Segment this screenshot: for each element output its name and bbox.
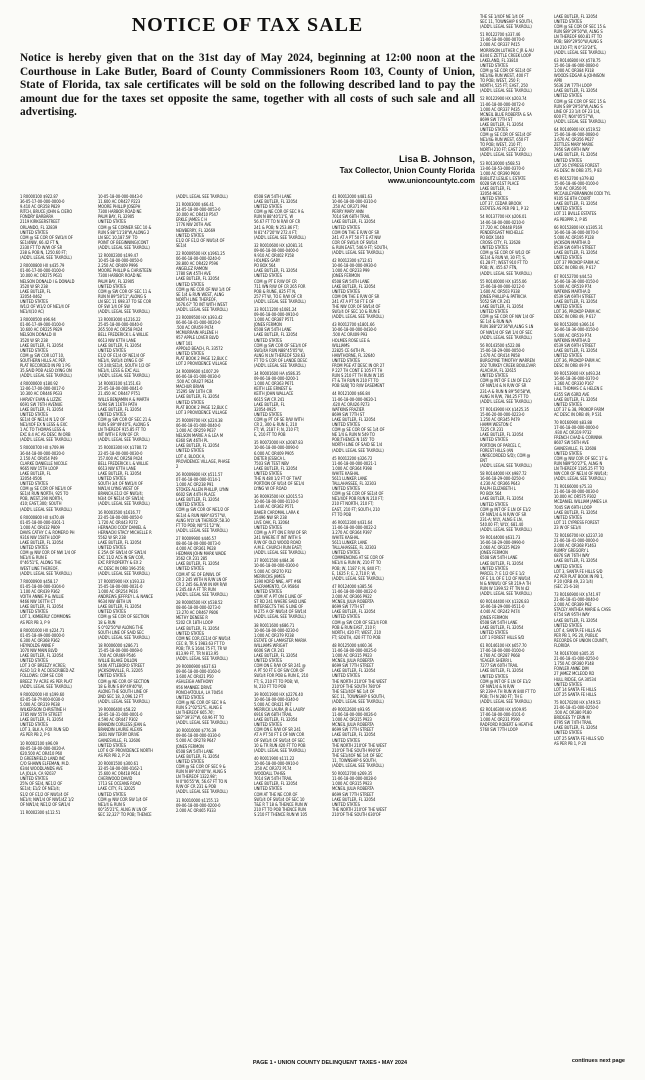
property-listing: 9 R0002000 HX $199.60 02-05-18-7Y-000-0030-0 5.000 AC OR319 P638 WILKERSON CHRISTINE H 3785 NW 55TH STREET LAKE BUTLER, FL 32054 UNITED STATES LOT 3, BLK A, FOX RUN S/D AS PER PB 2, P 6 (20, 691, 69, 738)
property-listing: 6508 SW 54TH LANE LAKE BUTLER, FL 32054 UNITED STATES COM @ NE COR OF SEC 9 & RUN N 88°40'11"E, W 56.67 FT TO N R/W OF CR 241 & POB; N 253.86 FT; N 81°47'20"W 272.4 FT; (ADD'L LEGAL SEE TAXROLL) (254, 194, 306, 240)
signature-website: www.unioncountytc.com (387, 176, 475, 185)
property-listing: 2 R0000800 HX $435.79 01-06-17-00-000-0100-0 10.000 AC OR275 P631 NELSON DONALD I & DONALD 3520 W SR 238 LAKE BUTLER, FL 32054-0462 UNITED STATES W1/2 OF W1/2 OF NE1/4 OF NE1/4(10 AC) (20, 263, 75, 315)
property-listing: 57 R0143900 HX $1425.35 15-06-20-00-000-0223-0 1.250 AC OR345 P479 HAMM WESTON C 7225 CR 231 LAKE BUTLER, FL 32054 UNITED STATES PORTION OF PARCEL C, FOREST HILLS (AN UNRECORDED S/D); COM @ ENT (ADD'L LEGAL SEE TAXROLL) (480, 406, 532, 468)
listing-column (480, 14, 550, 1050)
property-listing: 15 R0003300 HX $1780.72 22-05-18-00-000-0030-0 157.000 AC OR258 P424 BELL FREDERICK L & WILLIE 6613 NW 67TH LANE LAKE BUTLER, FL 32054 UNITED STATES SOUTH 3/4 OF NW1/4 OF NW1/4 LYING WEST OF BRANCH,E1/2 OF NW1/4; N3/4 OF NE1/4 OF SW1/4; (ADD'L LEGAL SEE TAXROLL) (98, 445, 150, 507)
listing-column (332, 194, 404, 1050)
property-listing: 59 R0144000 $631.73 16-06-18-29-000-0990-0 2.060 AC OR325 P629 JONES FERMON 6508 SW 54TH LANE LAKE BUTLER, FL 32054 UNITED STATES PARCEL 7: E 1/2 OF E 1/2 OF E 1/L OF E 1/2 OF NW1/4 N & N'NW1/ OF SR 219-A TH RUN W 1399.52 FT TN N 42 (ADD'L LEGAL SEE TAXROLL) (480, 535, 532, 597)
property-listing: 41 R0012000 $481.63 10-06-18-00-000-0310-0 .250 AC OR371 P94 PERRY MARY ANN 7014 SW 68TH TRAIL LAKE BUTLER, FL 32054 UNITED STATES COM ON THE E R/W OF SR 241 AT A PT 50 FT E AT NW COR OF SW1/4 OF SW1/4 & RUN EAST, 546.9 FT; SOUTH, (ADD'L LEGAL SEE TAXROLL) (332, 194, 389, 256)
property-listing: 60 R0144400 HX $1326.83 16-06-18-29-000-0511-0 4.040 AC OR242 P474 JONES FERMON 6508 SW 54TH LANE LAKE BUTLER, FL 32054 UNITED STATES LOT 1 FOREST HILLS S/D (480, 599, 529, 640)
property-listing: 10 R0002100 $96.09 08-05-18-00-000-0020-A 620.500 AC OR410 P60 D GREENFIELD LAND INC C/O SHAWN ELFEMAN, M.D. 6344 WOODLANDS AVE LA JOLLA, CA 92037 UNITED STATES 25% OF SE/4, NE1/2 OF SE1/4; E1/2 OF NE1/4; S1/2 OF E1/2 OF NW1/4 OF NE1/4; NW1/4 OF NW1/4Z 1/2 OF NW1/4; NE1/2 OF SW1/4 (20, 740, 74, 807)
property-listing: 26 R0009800 HX $511.57 07-06-18-00-000-0114-1 1.000 AC OR238 P91 STOKES ALLEN PHILLIP, LYNN 6602 SW 44TH PLACE LAKE BUTLER, FL 32054 UNITED STATES COM @ SW COR OF NE1/2 OF SE1/4 & RUN N89°43'57"W, ALNG N'LY LN THEREOF,58.30 FT TO POB; N0°51'12"W, (ADD'L LEGAL SEE TAXROLL) (176, 471, 230, 533)
listing-column (254, 194, 326, 1050)
property-listing: 11 R0002300 $112.51 (20, 809, 61, 815)
property-listing: 53 R0130000 $568.53 13-06-18-53-000-0370-0 1.000 AC OR390 P604 BUBLITZ LESLIE L ESTATE 6028 SW 61ST PLACE LAKE BUTLER, FL 32054-9631 UNITED STATES LOT 37, CEDAR BROOK ESTATES AS PER PB 1, P 32 (480, 160, 529, 212)
property-listing: 63 R0146800 HX $578.75 15-06-18-46-000-0080-0 1.000 AC OR384 P318 WOODS EDGAR & JOHNSON APRI 5636 2W 77TH LOOP LAKE BUTLER, FL 32054 UNITED STATES COM @ SE COR OF SEC 15 & RUN S 89°29'50"W,ALNG S LINE OF 23 1/4 OF 23 1/4, 600 FT; N04°05'57"W, (ADD'L LEGAL SEE TAXROLL) (554, 57, 606, 124)
property-listing: 7 R0000900 $458.17 01-05-18-00-000-0304-0 1.100 AC OR439 P362 VOITH ANNIE P & WILLIE 9466 NW 167TH CT LAKE BUTLER, FL 32054 UNITED STATES LOT 1, KIMBERLY COMMONS AS PER PB 3, P 9 (20, 578, 71, 625)
property-listing: 14 R0003100 $1151.63 25-05-18-00-000-0041-0 21.450 AC OR447 P751 WILLS BENJAMIN A & MARTH 5094 SW 116TH PATH LAKE BUTLER, FL 32054 UNITED STATES COM @ SW COR OF SEC 21 & RUN S 89°49'40"E, ALONG S LN THEREOF 915.85 FT TO INT WITH E R/W OF CR (ADD'L LEGAL SEE TAXROLL) (98, 381, 152, 443)
property-listing: LAKE BUTLER, FL 32054 UNITED STATES COM @ SE COR OF SEC 15 & RUN S89°29'50"W, ALNG S LN THEREOF 660.81 FT TO POB; S89°29'50"W,ALNG S LN 210 FT; N 0°33'24"E, (ADD'L LEGAL SEE TAXROLL) (554, 14, 606, 55)
property-listing: 35 R0072000 HX $2087.83 10-06-18-00-000-0090-0 6.000 AC OR409 P905 DIETER JESSICA L 7503 SW TEST NBV LAKE BUTLER, FL 32054 UNITED STATES THE N 480 1/2 FT OF THAT PORTION OF W1/4 OF SE1/4 LYING W OF ROAD (254, 440, 305, 492)
property-listing: 17 R0005900 HX $193.33 15-05-18-00-000-0031-0 1.000 AC OR254 P616 ANDREWS JEFFREY L & NANCE 9634 NW 48TH LN LAKE BUTLER, FL 32054 UNITED STATES COM @ SE COR OF SECTION 18 & RUN S 0°02'50"W ALONG THE SOUTH LINE OF SAID SEC (ADD'L LEGAL SEE TAXROLL) (98, 578, 154, 640)
property-listing: 31 R0010000 $1155.13 09-06-18-00-000-0200-0 2.000 AC OR465 P333 (176, 797, 221, 813)
property-listing: 27 R0009900 $446.57 08-06-18-00-000-0073-0 4.000 AC OR361 P628 HEDMAN JOHN MARK WADE 3562 CR 231 285 LAKE BUTLER, FL 32054 UNITED STATES COM AT SE OF E/NWL OF CR 2 245 WITH N R/W LN OF CR 2 245 6&.R/W IN KM R/W E 245.48 A FT TR RUN (ADD'L LEGAL SEE TAXROLL) (176, 535, 228, 597)
property-listing: 52 R0122900 HX $203.74 11-06-18-00-000-0072-0 1.000 AC OR337 P435 MCNEIL BLUE ROBERTA & SA 8699 SW 77TH ST LAKE BUTLER, FL 32054 UNITED STATES COM @ SE COR OF SE1/4 OF NE1/4& RUN WEST, 650 FT TO POB; WEST, 210 FT; NORTH 210 FT; EAST 210 (ADD'L LEGAL SEE TAXROLL) (480, 96, 532, 158)
property-listing: 28 R0006500 HX $538.52 08-06-18-00-000-0273-0 13.270 AC OR467 P806 METHY DENESE R 5202 CR 18TH LOOP LAKE BUTLER, FL 32054 UNITED STATES COM NE COR,CE1/4 OF NW1/4 CEC 8, TR S 1983.63 FT TO POB; TR S 1644.75 FT, TR W 813.99 FT, TR N 813.95 (ADD'L LEGAL SEE TAXROLL) (176, 600, 231, 662)
listing-column (98, 194, 170, 1050)
property-listing: 25 R0009700 HX $224.38 06-06-18-01-000-0040-0 1.000 AC OR259 P637 NELSON MARIE A & LEA M 6360 SW 46TH PL LAKE BUTLER, FL 32054 UNITED STATES LOT 4, BLOCK A, PROVIDENCE VILLAGE, PHASE 2 (176, 417, 230, 469)
page-footer: PAGE 1 • UNION COUNTY DELINQUENT TAXES • MAY 2024 (252, 1060, 408, 1066)
property-listing: 65 R0152700 $379.82 15-06-18-46-000-0100-0 .500 AC OR350 P1 MCCAULEY-BRANNON CODI TYL 9105 SE 8TH COURT LAKE BUTLER, FL 32054 UNITED STATES LOT 11 BVILLE ESTATES AS PB3PPR 2, P 85 (554, 175, 611, 222)
property-listing: 50 R0012700 $269.35 11-06-18-00-000-0028-0 1.000 AC OR315 P923 MCNEIL JULIA ROBERTA 8699 SW 77TH STREET LAKE BUTLER, FL 32054 UNITED STATES THE NORTH 210'OF THE WEST 210'OF THE SOUTH 630'OF (332, 771, 387, 817)
property-listing: 40 R0011900 $111.22 10-06-18-00-000-0910-0 .250 AC OR372 P174 WOODALL TAHSS 7014 SW 54TH TRAIL LAKE BUTLER, FL 32054 UNITED STATES COM AT THE NE COR OF SW1/4 OF SW1/4 OF SEC 10 T&E R T 18 & THENCE RUN W 210 FT TO POB THENCE RUN S 210 FT THENCE RUN W 105 (254, 755, 308, 817)
signature-office: Tax Collector, Union County Florida (339, 166, 475, 175)
property-listing: 12 R0002300 $199.47 10-05-18-00-000-0050-0 2.250 AC OR409 P996 MOORE PHILLIP & CHRISTEEN 7300 HARBOR ROAD NE PALM BAY, FL 32905 UNITED STATES COM @ SW COR OF SEC 11 & RUN N 89°58'11",ALONG S LN SEC 11 698.37 TO SE COR OF SW 1/4 OF SW (ADD'L LEGAL SEE TAXROLL) (98, 253, 152, 315)
property-listing: 74 R0167000 $305.35 21-06-18-41-000-0250-0 1.750 AC OR380 P148 FOWLER ANNE DIM 27 JAMEZ MCLEOD RD HULL RIDGE, GA 30534 UNITED STATES LOT 14 SANTA FE HILLS LOT 25 SANTA FE HILLS (554, 651, 599, 697)
listing-columns (20, 194, 475, 1050)
property-listing: 6 R0000800 HX $470.49 01-05-18-00-000-0301-1 1.000 AC OR432 P809 DAVIS CATHY C & ROMERO PH 9316 NW 158TH LOOP LAKE BUTLER, FL 32054 UNITED STATES COM @ NW COR OF NW 1/4 OF NE1/4 & RUN E 0°46'51"E, ALONG THE WEST LINE THEREOF, (ADD'L LEGAL SEE TAXROLL) (20, 514, 77, 576)
property-listing: 68 R0152800 $366.16 16-06-18-36-000-0150-0 5.000 AC OR519 P74 WATKINS MARTHA D 6539 SW 69TH STREET LAKE BUTLER, FL 32054 UNITED STATES LOT 36, PROKOP FARM AC DESC IN ORB 49 P 6 (554, 322, 601, 369)
listing-columns-right (480, 14, 625, 1050)
property-listing: 64 R0146900 HX $519.52 15-06-18-46-000-0080-0 3.670 AC OR356 P627 ZETTLES MARY MARIE 7956 SW 69TH WAY LAKE BUTLER, FL 32054 UNITED STATES LOT 26 CYPRESS FOREST AS DESC IN ORB 375, P 83 (554, 126, 602, 173)
property-listing: 55 R0140000 HX $355.06 15-06-18-00-000-0212-0 1.600 AC OR503 P338 JONES PHILLIP & PATRICIA 5052 SW CR 241 LAKE BUTLER, FL 32054 UNITED STATES COM @ SE COR OF NW 1/4 OF SE 1/4 & RUN N/A RUN 388°22'36"W,ALNG S LN OF NW1/4 OF SW 1/4 OF SEC (ADD'L LEGAL SEE TAXROLL) (480, 278, 535, 340)
property-listing: 56 R0143500 $522.08 15-06-18-29-000-0050-0 1.670 AC OR414 P858 BURGOYNE TIMOTHY WARREN 202 TURKEY CREEK BOULEVAR ALACHUA, FL 32615 UNITED STATES COM @ INT OF E LN OF E1/2 OF NW1/4 & N R/W OF SR 231-A & RUN N 89°56'58"W, ALNG N R/W, 784.25 FT TO (ADD'L LEGAL SEE TAXROLL) (480, 342, 536, 404)
property-listing: 3 R0000500 $96.94 01-06-17-49-000-0100-0 10.600 AC OR225 P829 NELSON DONALD III 3520 W SR 238 LAKE BUTLER, FL 32054 UNITED STATES COM @ SW COR LOT 10, SOUTHERN HILLS AC PER PLAT RECORDED IN PB 1 PG 35,SAID POB ALSO LYING ON (ADD'L LEGAL SEE TAXROLL) (20, 317, 72, 379)
notice-title: NOTICE OF TAX SALE (131, 14, 364, 36)
property-listing: 10-05-18-00-000-0043-0 11.600 AC OR427 P223 MOORE PHILLIP JOSEPH 7300 HARBOR ROAD NE PALM BAY, FL 32905 UNITED STATES COM @ SE CORNER SEC 10 & RUN S 88°11'28"W,ALONG 2 LN SEC 10,187.59' TO POINT OF BEGINNING(CONT (ADD'L LEGAL SEE TAXROLL) (98, 194, 152, 250)
property-listing: 22 R0009500 HX $1961.25 06-06-18-00-000-0240-0 28.800 AC OR422 P596 ANGELEZ RAMON 1780 SW 45TH AVE LAKE BUTLER, FL 32054 UNITED STATES COM @ NE COR OF NW 1/4 OF SE 1/4 & RUN WEST, ALNG NORTH LINE THEREOF, 1676.67' TO INT WITH WEST (ADD'L LEGAL SEE TAXROLL) (176, 250, 231, 312)
property-listing: 43 R0012700 $1801.66 10-06-18-00-000-0430-0 .500 AC OR409 P93 HOLMES ROSE LEE & WILLIAMS 22825 CE 64TH PL HAWTHORNE, FL 32640 UNITED STATES FROM PGE AT DESC IN OR 27 P 227 TH CONT E 105 FT TH RUN S 210 FT TH RUN W 105 FT & TH RUN N 210 FT TO POB SUBJ TO R/W EASEMENT (332, 322, 385, 389)
property-listing: 20 R0001500 $300.61 32-05-18-00-000-0162-1 15.600 AC OR418 P614 CHERWOOD DAVID 1713 SE OCEANS ROAD LAKE CITY, FL 32025 UNITED STATES COM @ NW COR SW 1/4 OF NE1/4 & RUN S 00°35'21"E, ALNG W LN OF SEC 32,327' TO POB; THENCE (98, 760, 152, 817)
property-listing: THE SE 1/4OF NE 1/4 OF SEC 11, TOWNSHIP 6 SOUTH, (ADD'L LEGAL SEE TAXROLL) (480, 14, 533, 30)
signature-name: Lisa B. Johnson, (398, 154, 475, 165)
notice-intro: Notice is hereby given that on the 31st day of May 2024, beginning at 12:00 noon at the Courthouse in Lake Butler, Board of County Commissioners Room 103, County of Union, State of Florida, tax sale certificates will be sold on the following described land to pay the amount due for the taxes set opposite the same, together with all costs of such sale and all advertising. (20, 52, 475, 119)
property-listing: 71 R0166000 $75.33 21-06-18-00-000-0030-0 10.000 AC OR575 P302 MCDANIEL WILLIAM JAMES LA 7045 SW 69TH LOOP LAKE BUTLER, FL 32054 UNITED STATES LOT 11 CYPRESS FOREST 23 W OF SE1/4 (554, 484, 608, 530)
property-listing: 46 R0012300 $431.64 11-06-18-00-000-0022-2 3.270 AC OR364 P397 WHITE KASHAL 5611 LUNKER LANE TALLAHASSEE, FL 32303 UNITED STATES COMMENCING AT SE COR OF NE1/4 & RUN W, 210 FT TO POB; W, 1187 F; N, 840 FT; E, 1625 F; E, 2,710 F; W, (ADD'L LEGAL SEE TAXROLL) (332, 519, 384, 581)
property-listing: 1 R0000100 $922.87 36-05-17-00-000-0000-0 9.410 AC OR358 P829 RITCH, BRUCE JOHN & CIERO FONDRY BARBARA 2119 KIRKGERSTREET ORLANDO, FL 32839 UNITED STATES COM @ SE COR OF SW1/4 OF SE1/4NW, 66.42 FT N, 2330 FT TO W/W OF SR 238 & POB N, 1250.60 FT; (ADD'L LEGAL SEE TAXROLL) (20, 194, 73, 261)
property-listing: 72 R0166700 HX $2237.30 21-06-18-41-000-0000-0 2.000 AC OR368 P1463 RUMRY GREGORY L 6876 SW 76TH WAY LAKE BUTLER, FL 32054 UNITED STATES LOT 3, SANTA FE HILLS S/D AZ PER PLAT BOOK IN PB 1, P 20 (ORB 49, 23 1/4) (SEC 21-6-18) (554, 533, 604, 589)
property-listing: 32 R0010600 HX $2081.31 09-06-18-00-000-0400-0 9.910 AC OR402 P158 HOLMES GARY PO BOX 564 LAKE BUTLER, FL 32054 UNITED STATES COM @ PT E R/W OF CR 711 WN R/W OF CR 265 FOR POB & RUNE, 825 FT N, 257 FT W, TO E R/W OF CR (ADD'L LEGAL SEE TAXROLL) (254, 242, 306, 304)
property-listing: 30 R0010000 $776.39 09-06-18-00-000-0330-0 5.000 AC OR278 P647 JONES FERMON 6508 SW 54TH LANE LAKE BUTLER, FL 32054 UNITED STATES COM @ SE COR OF SEC 9 & RUN N 89°40'40"W, ALNG S LN THEREOF 1322.98'; N 0°06'55"W, 56.67 FT TO N R/W OF CR 231 & POB (ADD'L LEGAL SEE TAXROLL) (176, 728, 228, 795)
property-listing: 66 R0152800 HX $1305.31 16-06-18-36-000-0070-0 5.000 AC OR195 P128 JACKSON MARTHA D 6539 SW 69TH STREET LAKE BUTLER, FL 32054 UNITED STATES LOT 37 PROKOP FARM AC DESC IN ORB 49, P 617 (554, 224, 603, 271)
property-listing: 24 R0009600 $1007.29 06-06-18-01-000-0030-0 .500 AC OR427 P624 MACHUR BRIAN 15295 SW 10TH CIR LAKE BUTLER, FL 32054 UNITED STATES PLAT BOOK 2 PAGE 12,BLK C LOT 3 PROVIDENCE VILLAGE (176, 369, 228, 415)
property-listing: 58 R0144000 HX $987.72 16-06-18-29-000-0250-0 4.230 AC OR366 P643 RALPH ELIZABETH L PO BOX 564 LAKE BUTLER, FL 32054 UNITED STATES COM @ INT OF E LN OF E1/2 OF NW1/4 & N R/W OF SR 231-A; N'LY, ALNG E LN, 540.00 FT; W'LY, 681.40 (ADD'L LEGAL SEE TAXROLL) (480, 470, 532, 532)
property-listing: 75 R0170200 HX $749.53 21-06-18-41-000-0250-0 .500 AC OR380 P180 BRIDGES TY ERIN M 6795 SW 74TH TRAIL LAKE BUTLER, FL 32054 UNITED STATES LOT 25 SANTA FE HILLS S/D AS PER PB 1, P 20 (554, 699, 604, 746)
property-listing: 19 R0006400 $58.22 18-05-18-31-000-0001-0 4.590 AC OR447 P302 BRANDIN CORLESS JEAN & BRANDIN LAURIE ALEXIS 1801 NW TERRY DRIVE GAINESVILLE, FL 32606 UNITED STATES LOT 6 OF PROVIDENCE NORTH AS PER PB 2, P 24 (98, 707, 153, 758)
property-listing: 23 R0009500 HX $393.42 06-06-18-01-000-0020-0 .500 AC OR459 P474 MCMURRAIN ARLENE H 957 APPLE LOVER BLVD UNIT 101 APPOLO BEACH, FL 33572 UNITED STATES PLAT BOOK 2 PAGE 12,BLK C LOT 2 PROVIDENCE VILLAGE (176, 315, 228, 366)
listing-column (176, 194, 248, 1050)
property-listing: 42 R0012300 $712.61 10-06-18-00-000-0930-0 1.000 AC OR233 P99 JONES FERMON 6508 SW 54TH LANE LAKE BUTLER, FL 32054 UNITED STATES COM ON THE E R/W OF SR 241 AT A PT 50 FT E OF THE NW COR OF SW1/4 OF SW1/4 OF SEC 10 & RUN E (ADD'L LEGAL SEE TAXROLL) (332, 258, 384, 320)
property-listing: 38 R0011600 $686.71 10-06-18-00-000-0230-0 1.000 AC OR379 P238 ESTATE OF LAMASTER MARIA WILLIAMS WRIGHT 6606 SW CR 241 LAKE BUTLER, FL 32054 UNITED STATES COM ON E R/W OF SR 241 @ A PT 50 FT E OF SW COR OF SW1/4 FOR POB & RUN E, 210 FT; S, 210 FT TO POB; W, N, 210 FT TO POB (254, 622, 309, 689)
property-listing: 49 R0012600 $93.95 11-06-18-00-000-0026-0 1.000 AC OR315 P923 MCNEIL JULIA ROBERTA 8699 SW 77TH STREET LAKE BUTLER, FL 32054 UNITED STATES THE NORTH 210'OF THE WEST 210'OF THE SOUTH 990'OF THE SE1/4OF NE 1/4 OF SEC 11, TOWNSHIP 6 SOUTH, (ADD'L LEGAL SEE TAXROLL) (332, 707, 387, 769)
property-listing: 44 R0121000 $66.84 11-06-18-00-000-0620-1 .620 AC OR426 P273 WATKINS FRAZIER 8699 SW 77TH ST LAKE BUTLER, FL 32054 UNITED STATES COM @ SE COR OF SE 1/4 OF NE 1/4 & RUN N 549 TO POB;THENCE N 165' TO NORTH LINE OF SAID SE 1/4 (ADD'L LEGAL SEE TAXROLL) (332, 391, 385, 453)
property-listing: 39 R0011900 HX $2276.40 10-06-18-00-000-0340-0 5.000 AC OR421 P67 MERRICK LAURA JR & LAURY 6916 SW 68TH TRAIL LAKE BUTLER, FL 32054 UNITED STATES COM ON E R/W OF SR 241 AT A PT 50 FT E OF NW COR OF SW1/4 OF SW1/4 OF SEC 10 & TR RUN 420 FT TO POB (ADD'L LEGAL SEE TAXROLL) (254, 691, 306, 753)
property-listing: 5 R0000700 HX $709.99 36-04-18-00-000-0020-0 2.150 AC OR454 P49 CLARKE DANIELLE NICOLE 9665 NW 15TH LOOP LAKE BUTLER, FL 32054-0506 UNITED STATES COM @ SE COR OF NE1/4 OF SE1/4 RUN NORTH, 925 TO POB, WEST,290 NORTH, 410; EAST,300; SOUTH (ADD'L LEGAL SEE TAXROLL) (20, 445, 72, 512)
continues-note: continues next page (571, 1058, 625, 1064)
signature-block (270, 154, 475, 185)
property-listing: 4 R0000600 $180.92 12-06-17-00-000-0017-0 10.300 AC OR446 P633 HARVEY EVAN & LIZZIE 6691 SW 76TH AVENUE LAKE BUTLER, FL 32054 UNITED STATES SE1/4 OF NE1/4 N 1/2 OF NE1/4OF EX N LESS & EXC 1 AC TO THOMAS LESS & EXC 8.4 AC AS DESC IN ORB (ADD'L LEGAL SEE TAXROLL) (20, 381, 72, 443)
property-listing: 73 R0166900 HX $741.97 21-06-18-41-000-0040-0 2.000 AC OR389 P62 STACEY ANTHEA MARIE & CASS 6754 SW 95TH WAY LAKE BUTLER, FL 32054 UNITED STATES LOT 4, SANTA FE HILLS AS PER PB 1, PG 20, PUBLIC RECORDS OF UNION COUNTY, FLORIDA (554, 592, 611, 648)
property-listing: 37 R0011500 $484.36 10-06-18-00-000-0300-0 5.000 AC OR270 P32 MERRICKS JAMES 1390 KORD NNE, APT #66 SACRAMENTO, CA 95864 UNITED STATES COM AT A PT ON E LINE OF ST RD 241 WHERE SAID LINE INTERSECTS THE S LINE OF N 275 A OF NW1/4 OF SW1/4 (ADD'L LEGAL SEE TAXROLL) (254, 558, 307, 620)
property-listing: 29 R0006900 $637.63 09-06-18-00-000-0160-0 3.600 AC OR421 P50 ASHLEIGH ANTHONY 956 MANNEE DRIVE PONCHATOULA, LA 70454 UNITED STATES COM @ NE COR OF SEC 9 & RUN S 2°02'52"E, ALNG E LN THEREOF 665.76'; S87°39'37"W, 60.96 FT TO (ADD'L LEGAL SEE TAXROLL) (176, 664, 228, 726)
property-listing: 18 R0006000 $286.71 15-05-18-00-000-0069-0 .700 AC OR469 P546 WILLIE BLAKE DILLON 5406 ATTLEBORO STREET JACKSONVILLE, FL 32205 UNITED STATES COM @ NE COR OF SECTION 18 & RUN S 89°49'40"W, ALONG THE SOUTH LINE OF 2ND SEC 18, 2,096.12 FT (ADD'L LEGAL SEE TAXROLL) (98, 642, 150, 704)
property-listing: 8 R0001000 HX $224.71 01-05-18-49-000-0000-0 6.300 AC OR368 P362 HEYNOLDS ANNE F 1070 NW MAIN BLVD LAKE BUTLER, FL 32054 UNITED STATES LOT 3 OF BREEZY ACRES; ALSO 1/2 R AC DESCRIBED AZ FOLLOWS: COM SE COR BREEZ 7V ACRE AS PER PLAT (ADD'L LEGAL SEE TAXROLL) (20, 627, 75, 689)
property-listing: 33 R0111200 $1081.24 09-06-18-00-000-0910-0 1.000 AC OR387 P571 JONES FERMON 6508 SW 54TH LANE LAKE BUTLER, FL 32054 UNITED STATES COM @ SW COR OF SE1/4 OF SW1/4A RUN N88°45'05"W, ALNG N LN THEREOF 528.63 FT TO S COR OF LANDE DESC (ADD'L LEGAL SEE TAXROLL) (254, 306, 308, 368)
tax-sale-notice-page (20, 14, 625, 1072)
property-listing: 62 R0146300 HX $509.95 17-06-18-00-000-0101-0 1.000 AC OR231 P590 RADFORD ROBERT & HEATHE 5760 SW 77TH LOOP (480, 707, 533, 733)
property-listing: 61 R0146100 HX $657.70 17-06-18-00-000-0100-0 4.760 AC OR287 P668 YEAGER SHERRI L 7277 SW 60TH TRAIL LAKE BUTLER, FL 32054 UNITED STATES COM @ INT OF E LN OF E1/2 OF NW1/4 & N R/W SR 239-A TH RUN W 840 FT TO POB; TH N 280 FT; TH E (ADD'L LEGAL SEE TAXROLL) (480, 642, 536, 704)
property-listing: (ADD'L LEGAL SEE TAXROLL) (176, 194, 228, 199)
property-listing: 34 R0001600 HA $586.35 09-06-18-00-000-0200-1 1.000 AC OR363 P671 KEITH LEE ERNEST & KEITH JOHN WALLACE 6615 SW CR 241 LAKE BUTLER, FL 32054-0925 UNITED STATES COM @ PT OF SE R/W WITH CR 2, 300 & RUN E, 210 FT; W, 2187 F; N, 210 FT; E, 210 FT TO POB (254, 371, 304, 438)
listing-column (20, 194, 92, 1050)
property-listing: 69 R0153900 HX $493.24 16-06-18-36-000-0370-0 1.360 AC OR330 P167 HILL THOMAS C & HELEN E 6355 SW 63RD AVE LAKE BUTLER, FL 32054 UNITED STATES LOT 37 & 38, PROKOP FARM AC DESC IN ORB 49, P 531 (554, 371, 605, 417)
property-listing: 54 R0137700 HX $206.01 14-06-18-00-000-0210-0 17.720 AC OR448 P169 PENDERGAST MICHELLE PO BOX 1040 CROSS CITY, FL 32628 UNITED STATES COM @ SE COR OF W1/2 OF SE1/4 & RUN W, 30 FT; S, 61.28 FT; WEST 910 FT TO POB; W, 455.67 FTN, (ADD'L LEGAL SEE TAXROLL) (480, 214, 532, 276)
property-listing: 70 R0160900 $83.88 17-06-18-00-000-0000-0 .930 AC OR319 P732 FRENCH CHAD & CORINNA 8607 SW 56TH AVE GAINESVILLE, FL 32608 UNITED STATES COM @ NW COR OF SEC 17 & RUN N89°50'27"E, ALNG N LN THEREOF 1185.25 FT TO NW COR OF NE1/4 OF NW1/4; (ADD'L LEGAL SEE TAXROLL) (554, 420, 608, 482)
property-listing: 21 R0003000 $66.41 34-05-18-00-000-0053-0 10.000 AC OR410 P547 ERKLE JAMES C H 1776 NW 20TH AVE NEWBERRY, FL 32669 UNITED STATES E1/2 OF E1/2 OF NW1/4 OF SE1/4 (176, 202, 225, 248)
property-listing: 67 R0152700 $44.53 16-06-18-36-000-0150-0 5.000 AC OR519 P74 WATKINS MARTHA D 6539 SW 69TH STREET LAKE BUTLER, FL 32054 UNITED STATES LOT 36, PROKOP FARM AC DESC IN ORB 49, P 617 (554, 273, 601, 320)
property-listing: 16 R0003500 $1616.77 22-05-18-00-000-0050-0 1.720 AC OR443 P272 HERNACKI CODY DANIEL & HERNACKI STACY MICHELLE R 5562 W SR 238 LAKE BUTLER, FL 32054 UNITED STATES E 25A OF SW1/4 OF SW1/4 EXC 11/2 ACS IN SW COR, EXC RR'ROPERTY & EX 2 AC DESC IN ORB 196-256; (ADD'L LEGAL SEE TAXROLL) (98, 509, 152, 576)
property-listing: 13 R0003000 $1216.22 25-05-18-00-000-0040-0 265.500 AC OR258 P424 BELL FREDERICK L & WILLIE 6613 NW 67TH LANE LAKE BUTLER, FL 32054 UNITED STATES E1/2 OF E1/4 OF NE1/4 OF NE1/4, SW1/4 LYING E OF CR 240;SE1/4, SOUTH 1/2 OF NE1/4, LESS & EXC ALL (ADD'L LEGAL SEE TAXROLL) (98, 317, 151, 379)
property-listing: 36 R0093500 HX $2015.53 10-06-18-00-000-0110-0 1.440 AC OR362 P571 BAKER CAROMAL LARA K 15496 NW SR 238 LIVE OAK, FL 32064 UNITED STATES COM @ A PT ON E R/W OF SR 241 WHERE IT INT WITH S R/W OF OLD WOOD ROAD A.M.E. CHURCH RUN EAST; (ADD'L LEGAL SEE TAXROLL) (254, 494, 307, 556)
property-listing: 48 R0125000 $460.36 11-06-18-00-000-0025-0 1.000 AC OR315 P923 MCNEIL JULIA ROBERTA 8699 SW 77TH STREET LAKE BUTLER, FL 32054 UNITED STATES THE NORTH 210'OF THE WEST 210'OF THE SOUTH 780'OF THE SE1/4OF NE 1/4 OF SEC 11, TOWNSHIP 6 SOUTH, (ADD'L LEGAL SEE TAXROLL) (332, 642, 387, 704)
property-listing: 51 R0122700 $337.46 11-06-18-00-000-0070-0 2.000 AC OR337 P415 MORRISON LUTHER C JR & AU 8344 E ZETTLE CREEK LOOP LAKELAND, FL 33810 UNITED STATES COM @ SE COR OF SE1/4 OF NE1/4& RUN WEST, 400 FT TO POB; WEST, 250 F; NORTH, 525 FT; EAST, 250 (ADD'L LEGAL SEE TAXROLL) (480, 32, 534, 94)
property-listing: 45 R0012200 $326.72 11-06-18-00-000-0021-1 1.000 AC OR364 P398 WHITE KASHAL 5611 LUNKER LANE TALLAHASSEE, FL 32303 UNITED STATES COM @ SE COR OF SE1/4 OF NE1/4OF POB RUN N 210 FT; 210 FT NORTH, 210 FT; EAST, 210 FT; SOUTH, 210 FT TO POB (332, 455, 384, 517)
property-listing: 47 R0124000 $385.56 11-06-18-00-000-0022-0 2.000 AC OR366 P922 MCNEIL JULIA ROBERTA 8699 SW 77TH ST LAKE BUTLER, FL 32054 UNITED STATES COM @ SW COR OF SE1/4 FOR POB & RUN EAST, 210 F; NORTH, 420 FT; WEST, 210 FT; SOUTH, 420 FT TO POB (332, 583, 388, 640)
listing-column (554, 14, 624, 1050)
